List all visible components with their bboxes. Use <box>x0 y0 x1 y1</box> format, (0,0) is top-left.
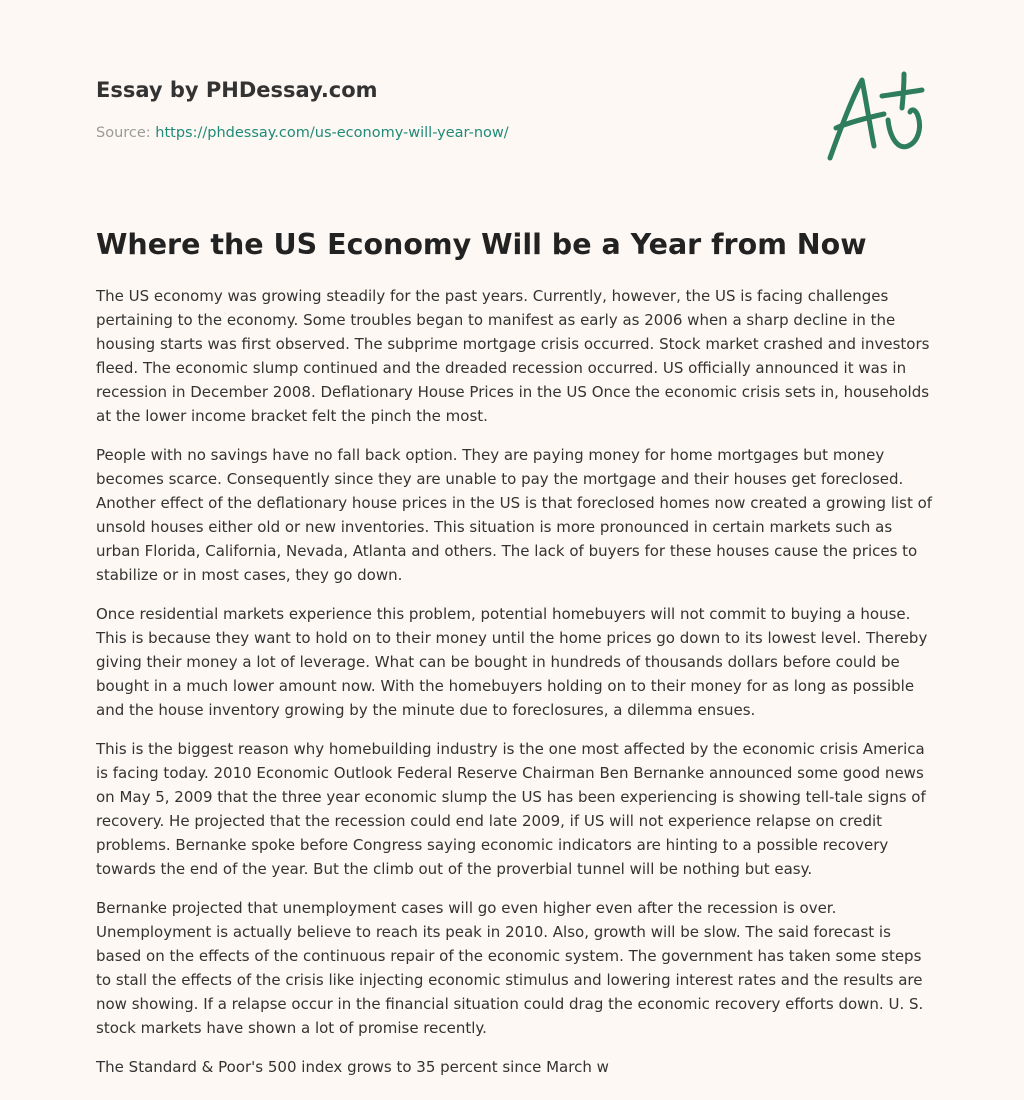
article-paragraph: The US economy was growing steadily for the past years. Currently, however, the US is facing challenges pertaining to the economy. Some troubles began to manifest as early as 2006 when a sharp decline in the housing starts was first observed. The subprime mortgage crisis occurred. Stock market crashed and investors fleed. The economic slump continued and the dreaded recession occurred. US officially announced it was in recession in December 2008. Deflationary House Prices in the US Once the economic crisis sets in, households at the lower income bracket felt the pinch the most. <box>96 287 930 425</box>
article-body <box>96 284 934 1094</box>
article-title: Where the US Economy Will be a Year from Now <box>96 228 867 261</box>
site-brand: Essay by PHDessay.com <box>96 78 378 102</box>
source-label: Source: <box>96 125 156 141</box>
source-line <box>96 123 509 143</box>
page-header <box>96 75 796 141</box>
source-link[interactable]: https://phdessay.com/us-economy-will-year-now/ <box>155 125 509 141</box>
article-paragraph: Once residential markets experience this problem, potential homebuyers will not commit to buying a house. This is because they want to hold on to their money until the home prices go down to its lowest level. Thereby giving their money a lot of leverage. What can be bought in hundreds of thousands dollars before could be bought in a much lower amount now. With the homebuyers holding on to their money for as long as possible and the house inventory growing by the minute due to foreclosures, a dilemma ensues. <box>96 605 928 719</box>
article-paragraph: Bernanke projected that unemployment cases will go even higher even after the recession is over. Unemployment is actually believe to reach its peak in 2010. Also, growth will be slow. The said forecast is based on the effects of the continuous repair of the economic system. The government has taken some steps to stall the effects of the crisis like injecting economic stimulus and lowering interest rates and the results are now showing. If a relapse occur in the financial situation could drag the economic recovery efforts down. U. S. stock markets have shown a lot of promise recently. <box>96 899 924 1037</box>
a-plus-logo-icon <box>822 68 928 166</box>
article-paragraph: People with no savings have no fall back option. They are paying money for home mortgages but money becomes scarce. Consequently since they are unable to pay the mortgage and their houses get foreclosed. Another effect of the deflationary house prices in the US is that foreclosed homes now created a growing list of unsold houses either old or new inventories. This situation is more pronounced in certain markets such as urban Florida, California, Nevada, Atlanta and others. The lack of buyers for these houses cause the prices to stabilize or in most cases, they go down. <box>96 446 933 584</box>
article-paragraph: This is the biggest reason why homebuilding industry is the one most affected by the economic crisis America is facing today. 2010 Economic Outlook Federal Reserve Chairman Ben Bernanke announced some good news on May 5, 2009 that the three year economic slump the US has been experiencing is showing tell-tale signs of recovery. He projected that the recession could end late 2009, if US will not experience relapse on credit problems. Bernanke spoke before Congress saying economic indicators are hinting to a possible recovery towards the end of the year. But the climb out of the proverbial tunnel will be nothing but easy. <box>96 740 926 878</box>
article-paragraph: The Standard & Poor's 500 index grows to 35 percent since March w <box>96 1058 609 1076</box>
